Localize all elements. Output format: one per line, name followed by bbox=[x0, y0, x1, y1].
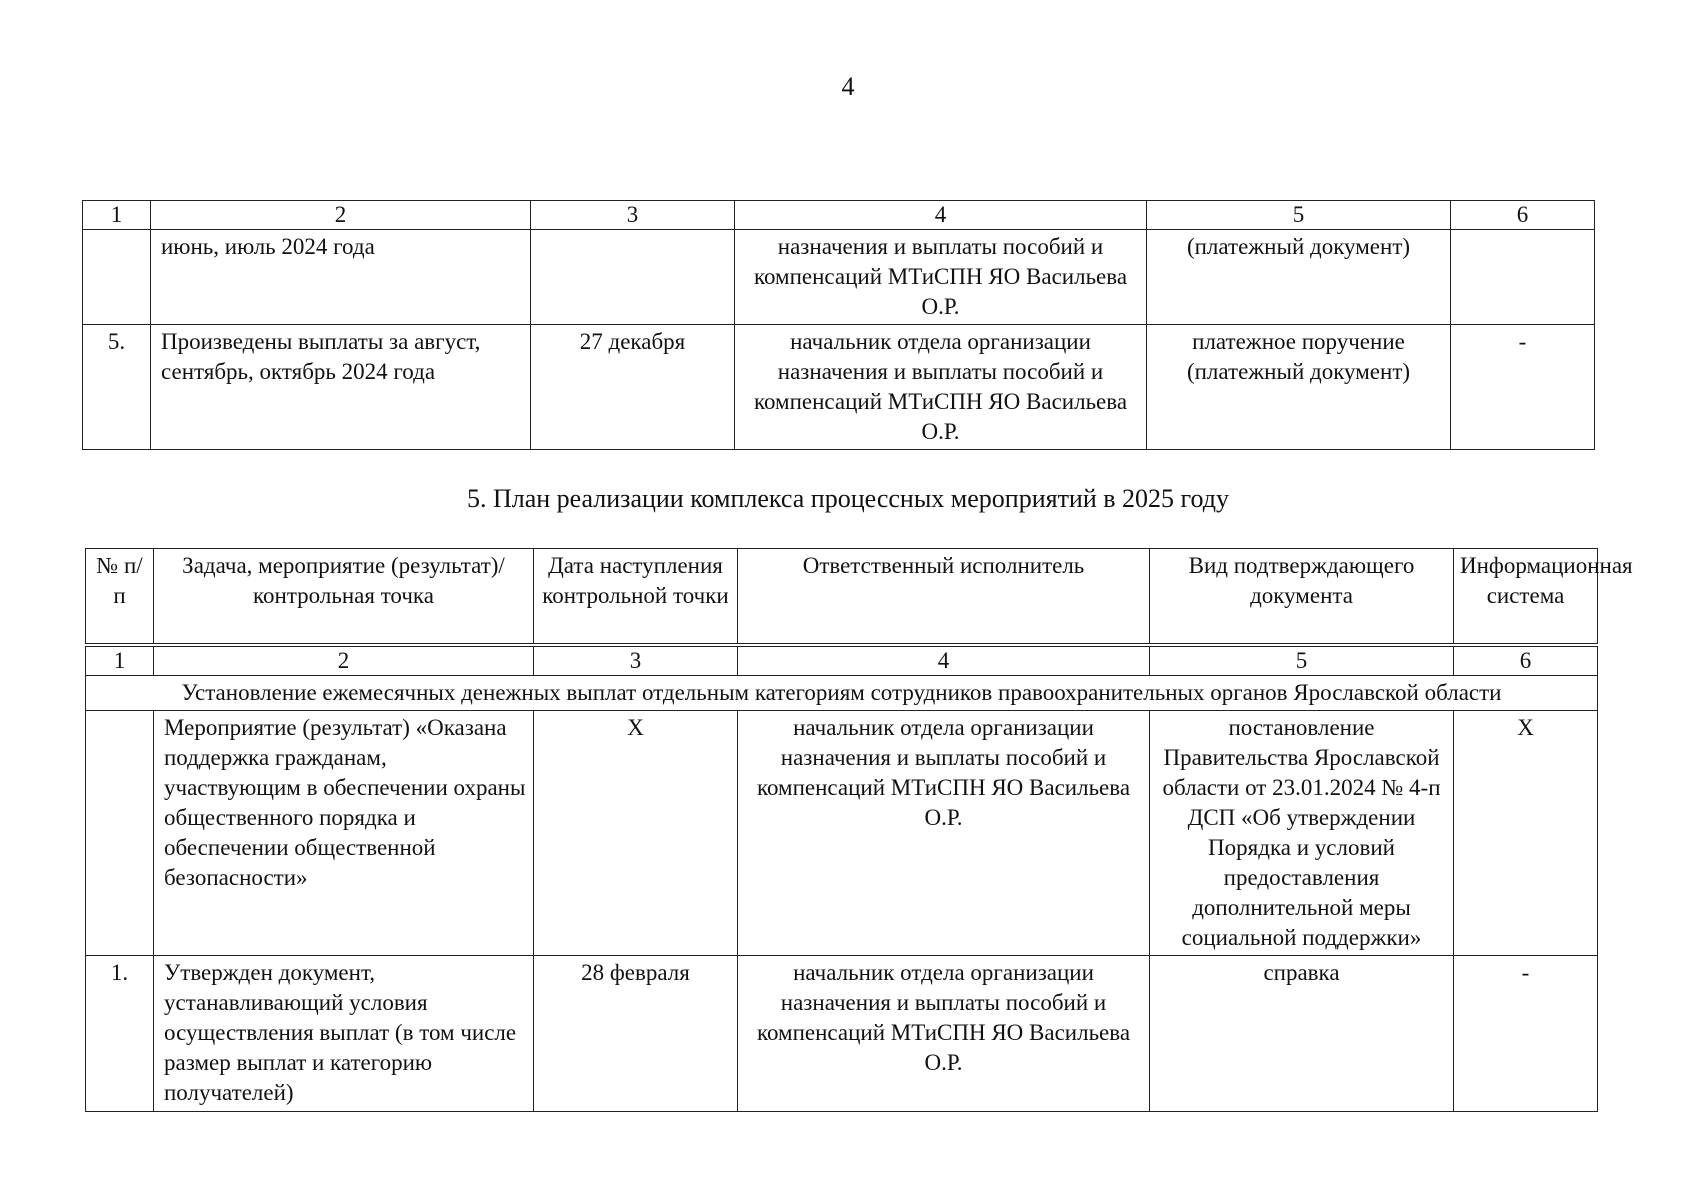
system-cell: - bbox=[1454, 955, 1598, 1111]
task-cell: Мероприятие (результат) «Оказана поддержка гражданам, участвующим в обеспечении охраны общественного порядка и обеспечении общественной безопасности» bbox=[154, 710, 534, 955]
table-row bbox=[83, 230, 1595, 325]
header-responsible: Ответственный исполнитель bbox=[738, 549, 1150, 645]
column-number: 5 bbox=[1150, 645, 1454, 676]
date-cell: 28 февраля bbox=[534, 955, 738, 1111]
date-cell: 27 декабря bbox=[531, 325, 735, 450]
column-number: 3 bbox=[531, 201, 735, 230]
date-cell: Х bbox=[534, 710, 738, 955]
responsible-cell: начальник отдела организации назначения и выплаты пособий и компенсаций МТиСПН ЯО Васильева О.Р. bbox=[738, 955, 1150, 1111]
system-cell bbox=[1451, 230, 1595, 325]
plan-table bbox=[85, 548, 1633, 1112]
date-cell bbox=[531, 230, 735, 325]
table-row bbox=[86, 710, 1598, 955]
system-cell: - bbox=[1451, 325, 1595, 450]
column-number: 6 bbox=[1454, 645, 1598, 676]
group-row bbox=[86, 675, 1598, 710]
document-cell: справка bbox=[1150, 955, 1454, 1111]
column-number: 5 bbox=[1147, 201, 1451, 230]
group-title: Установление ежемесячных денежных выплат отдельным категориям сотрудников правоохранительных органов Ярославской области bbox=[86, 675, 1598, 710]
page-number: 4 bbox=[841, 72, 855, 101]
responsible-cell: начальник отдела организации назначения и выплаты пособий и компенсаций МТиСПН ЯО Васильева О.Р. bbox=[735, 325, 1147, 450]
column-number-row bbox=[86, 645, 1598, 676]
header-system: Информационная система bbox=[1454, 549, 1598, 645]
column-number: 2 bbox=[154, 645, 534, 676]
column-number: 1 bbox=[83, 201, 151, 230]
header-row bbox=[86, 549, 1598, 645]
column-number: 4 bbox=[738, 645, 1150, 676]
table-row bbox=[83, 325, 1595, 450]
continued-table bbox=[82, 200, 1595, 450]
section-title: 5. План реализации комплекса процессных мероприятий в 2025 году bbox=[466, 484, 1230, 513]
column-number: 3 bbox=[534, 645, 738, 676]
column-number: 6 bbox=[1451, 201, 1595, 230]
column-number: 4 bbox=[735, 201, 1147, 230]
responsible-cell: назначения и выплаты пособий и компенсаций МТиСПН ЯО Васильева О.Р. bbox=[735, 230, 1147, 325]
task-cell: июнь, июль 2024 года bbox=[151, 230, 531, 325]
system-cell: Х bbox=[1454, 710, 1598, 955]
document-cell: платежное поручение (платежный документ) bbox=[1147, 325, 1451, 450]
document-cell: постановление Правительства Ярославской области от 23.01.2024 № 4-п ДСП «Об утверждении Порядка и условий предоставления дополнительной меры социальной поддержки» bbox=[1150, 710, 1454, 955]
document-cell: (платежный документ) bbox=[1147, 230, 1451, 325]
task-cell: Утвержден документ, устанавливающий условия осуществления выплат (в том числе размер выплат и категорию получателей) bbox=[154, 955, 534, 1111]
column-number-row bbox=[83, 201, 1595, 230]
row-number-cell bbox=[86, 710, 154, 955]
header-date: Дата наступления контрольной точки bbox=[534, 549, 738, 645]
header-task: Задача, мероприятие (результат)/ контрольная точка bbox=[154, 549, 534, 645]
table-row bbox=[86, 955, 1598, 1111]
row-number-cell: 5. bbox=[83, 325, 151, 450]
row-number-cell: 1. bbox=[86, 955, 154, 1111]
header-num: № п/п bbox=[86, 549, 154, 645]
responsible-cell: начальник отдела организации назначения и выплаты пособий и компенсаций МТиСПН ЯО Васильева О.Р. bbox=[738, 710, 1150, 955]
column-number: 1 bbox=[86, 645, 154, 676]
task-cell: Произведены выплаты за август, сентябрь, октябрь 2024 года bbox=[151, 325, 531, 450]
column-number: 2 bbox=[151, 201, 531, 230]
header-document: Вид подтверждающего документа bbox=[1150, 549, 1454, 645]
row-number-cell bbox=[83, 230, 151, 325]
